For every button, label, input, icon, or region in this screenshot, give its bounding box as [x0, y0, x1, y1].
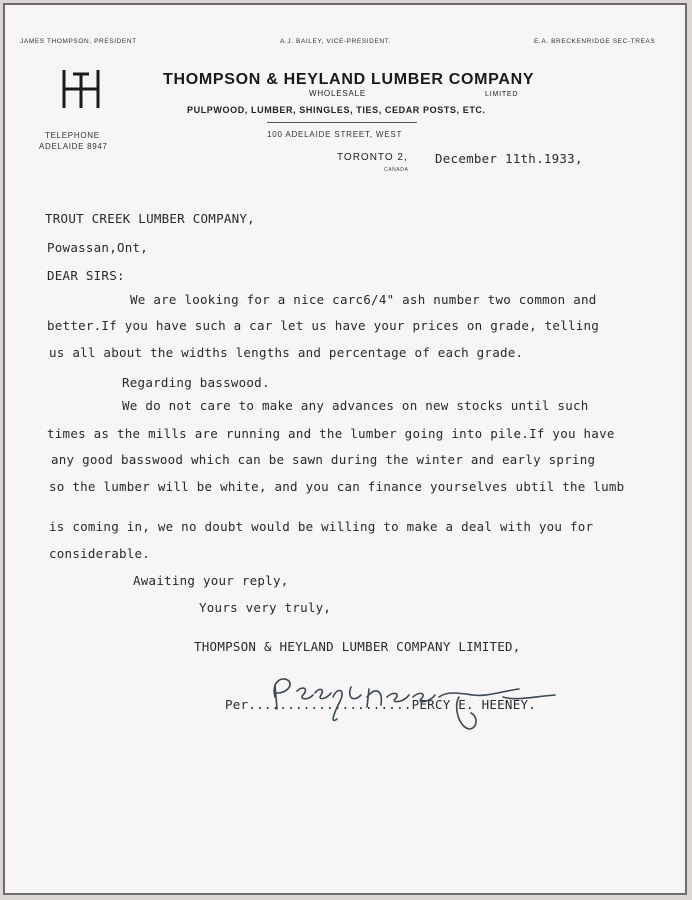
recipient-city: Powassan,Ont, — [47, 240, 149, 255]
recipient-name: TROUT CREEK LUMBER COMPANY, — [45, 211, 255, 226]
body-line: We are looking for a nice carc6/4" ash number two common and — [130, 292, 597, 307]
body-line: We do not care to make any advances on new stocks until such — [122, 398, 589, 413]
limited-label: LIMITED — [485, 91, 519, 98]
closing-line: Yours very truly, — [199, 600, 332, 615]
city: TORONTO 2, — [337, 152, 408, 163]
telephone-number: ADELAIDE 8947 — [39, 142, 108, 151]
letter-date: December 11th.1933, — [435, 151, 583, 166]
company-name: THOMPSON & HEYLAND LUMBER COMPANY — [163, 71, 535, 88]
body-line: us all about the widths lengths and percentage of each grade. — [49, 345, 524, 360]
president-line: JAMES THOMPSON, PRESIDENT — [20, 38, 137, 45]
street-address: 100 ADELAIDE STREET, WEST — [267, 130, 403, 139]
body-line: times as the mills are running and the lumber going into pile.If you have — [47, 426, 615, 441]
salutation: DEAR SIRS: — [47, 268, 125, 283]
body-line: is coming in, we no doubt would be willing to make a deal with you for — [49, 519, 594, 534]
body-line: Regarding basswood. — [122, 375, 270, 390]
closing-line: Awaiting your reply, — [133, 573, 289, 588]
telephone-label: TELEPHONE — [45, 131, 100, 140]
vice-president-line: A.J. BAILEY, VICE-PRESIDENT. — [280, 38, 391, 45]
body-line: any good basswood which can be sawn during the winter and early spring — [51, 452, 596, 467]
signature-line: Per.....................PERCY E. HEENEY. — [225, 697, 537, 712]
body-line: better.If you have such a car let us have your prices on grade, telling — [47, 318, 600, 333]
monogram-logo-icon — [60, 68, 102, 112]
country: CANADA — [384, 167, 409, 173]
wholesale-label: WHOLESALE — [309, 89, 366, 98]
body-line: considerable. — [49, 546, 151, 561]
secretary-line: E.A. BRECKENRIDGE SEC-TREAS — [534, 38, 656, 45]
handwritten-signature — [263, 667, 563, 735]
letterhead-rule — [267, 122, 417, 123]
signatory-company: THOMPSON & HEYLAND LUMBER COMPANY LIMITED, — [194, 639, 521, 654]
body-line: so the lumber will be white, and you can finance yourselves ubtil the lumb — [49, 479, 625, 494]
products-line: PULPWOOD, LUMBER, SHINGLES, TIES, CEDAR POSTS, ETC. — [187, 105, 486, 115]
letter-sheet — [5, 5, 683, 893]
